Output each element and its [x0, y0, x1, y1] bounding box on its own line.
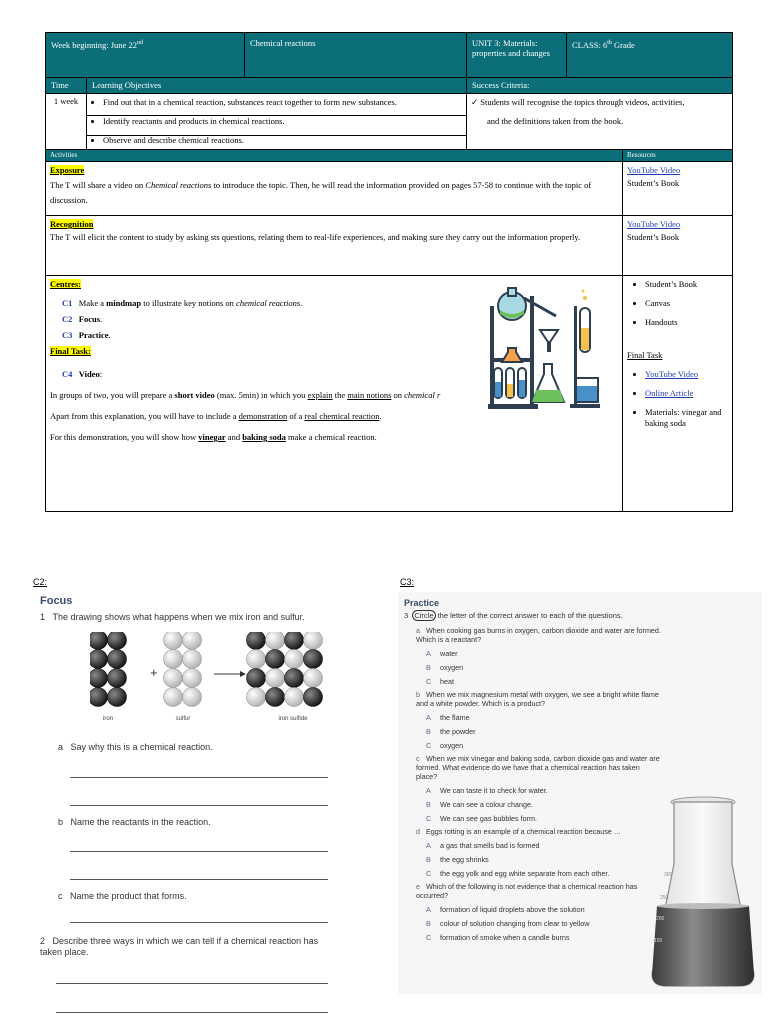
success-cell: [466, 94, 732, 149]
final-task-title: Final Task:: [50, 346, 91, 356]
lab-equipment-illustration: [486, 286, 606, 411]
recognition-cell: [46, 216, 622, 275]
centre-c3: C3 Practice.: [62, 330, 111, 340]
objectives-cell: [86, 94, 466, 149]
resource-students-book: • Student’s Book: [645, 279, 728, 290]
success-label: Success Criteria:: [466, 78, 732, 93]
objective-3: • Observe and describe chemical reactions.: [103, 135, 466, 146]
answer-option[interactable]: C heat: [426, 677, 454, 686]
answer-line[interactable]: [56, 1012, 328, 1013]
q1c-text: c Name the product that forms.: [58, 891, 187, 901]
iron-atom: [90, 650, 108, 669]
plus-sign: +: [150, 665, 158, 680]
final-task-paragraph-1: In groups of two, you will prepare a short video (max. 5min) in which you explain the main notions on chemical r: [50, 390, 441, 400]
topic-cell: [244, 33, 466, 77]
practice-title: Practice: [404, 598, 440, 608]
practice-panel: [398, 592, 762, 994]
answer-option[interactable]: C We can see gas bubbles form.: [426, 814, 537, 823]
answer-option[interactable]: B colour of solution changing from clear to yellow: [426, 919, 590, 928]
recognition-row: [46, 216, 732, 276]
week-cell: [46, 33, 244, 77]
answer-line[interactable]: [70, 777, 328, 778]
sulfur-atom: [304, 632, 323, 650]
sulfur-atom: [164, 650, 183, 669]
sulfur-label: sulfur: [175, 716, 191, 722]
practice-question: e Which of the following is not evidence that a chemical reaction has occurred?: [416, 882, 638, 900]
iron-atom: [108, 650, 127, 669]
iron-atom: [247, 669, 266, 688]
class-text: CLASS: 6: [572, 39, 608, 50]
week-text: Week beginning: June 22: [51, 39, 137, 50]
iron-atom: [90, 632, 108, 650]
unit-text: UNIT 3: Materials: properties and changes: [472, 38, 550, 58]
time-label: Time: [51, 80, 69, 90]
sulfur-atom: [266, 632, 285, 650]
answer-option[interactable]: C oxygen: [426, 741, 464, 750]
flask-mark-150: 150: [654, 938, 663, 944]
exposure-title: Exposure: [50, 165, 85, 175]
iron-atom: [108, 688, 127, 707]
answer-option[interactable]: A the flame: [426, 713, 470, 722]
answer-option[interactable]: A a gas that smells bad is formed: [426, 841, 540, 850]
class-sup: th: [607, 40, 612, 46]
flask-mark-250: 250: [660, 895, 669, 901]
youtube-video-link[interactable]: YouTube Video: [627, 165, 681, 175]
iron-sulfide-label: iron sulfide: [278, 716, 308, 722]
centre-c4: C4 Video:: [62, 369, 103, 379]
success-line-2: and the definitions taken from the book.: [487, 116, 624, 126]
iron-atom: [247, 632, 266, 650]
iron-atom: [108, 632, 127, 650]
youtube-video-link[interactable]: YouTube Video: [627, 219, 681, 229]
exposure-resources: [622, 162, 732, 215]
sulfur-atom: [164, 632, 183, 650]
resource-handouts: • Handouts: [645, 317, 728, 328]
focus-title: Focus: [40, 595, 73, 607]
practice-question: d Eggs rotting is an example of a chemical reaction because …: [416, 827, 621, 836]
c3-label: C3:: [400, 577, 415, 587]
answer-option[interactable]: C formation of smoke when a candle burns: [426, 933, 570, 942]
centres-resources: [622, 276, 732, 511]
objective-1: • Find out that in a chemical reaction, substances react together to form new substances.: [103, 97, 466, 108]
objectives-label: Learning Objectives: [86, 78, 466, 93]
final-task-paragraph-2: Apart from this explanation, you will have to include a demonstration of a real chemical reaction.: [50, 411, 382, 421]
answer-option[interactable]: A water: [426, 649, 458, 658]
answer-option[interactable]: B the powder: [426, 727, 476, 736]
success-line-1: Students will recognise the topics through videos, activities,: [480, 97, 685, 107]
iron-atom: [285, 669, 304, 688]
q2-text: 2 Describe three ways in which we can tell if a chemical reaction has taken place.: [40, 936, 319, 957]
q1-text: 1 The drawing shows what happens when we mix iron and sulfur.: [40, 612, 305, 622]
time-value-text: 1 week: [53, 96, 79, 106]
c2-label: C2:: [33, 577, 48, 587]
answer-option[interactable]: B oxygen: [426, 663, 464, 672]
answer-option[interactable]: C the egg yolk and egg white separate from each other.: [426, 869, 610, 878]
final-youtube-video-link[interactable]: YouTube Video: [645, 369, 699, 379]
final-task-resources-label: Final Task: [627, 350, 663, 360]
time-value: [46, 94, 86, 149]
iron-atoms: [90, 632, 127, 707]
students-book-resource: Student’s Book: [627, 232, 680, 242]
centres-row: [46, 276, 732, 511]
practice-question: b When we mix magnesium metal with oxygen, we see a bright white flame and a white powder. Which is a product?: [416, 690, 659, 708]
centres-cell: [46, 276, 622, 511]
practice-question: c When we mix vinegar and baking soda, carbon dioxide gas and water are formed. What evidence do we have that a chemical reaction has taken place?: [416, 754, 660, 781]
sulfur-atom: [247, 650, 266, 669]
topic-text: Chemical reactions: [250, 38, 316, 48]
centres-title: Centres:: [50, 279, 81, 289]
sulfur-atom: [285, 650, 304, 669]
unit-cell: [466, 33, 566, 77]
answer-line[interactable]: [70, 879, 328, 880]
plan-header-row: [46, 33, 732, 78]
circle-word: Circle: [414, 611, 434, 620]
sulfur-atom: [164, 688, 183, 707]
answer-option[interactable]: A formation of liquid droplets above the solution: [426, 905, 585, 914]
sulfur-atom: [164, 669, 183, 688]
iron-atom: [266, 650, 285, 669]
sulfur-atom: [183, 669, 202, 688]
answer-option[interactable]: B the egg shrinks: [426, 855, 489, 864]
activities-header-row: [46, 150, 732, 162]
answer-line[interactable]: [70, 805, 328, 806]
iron-atom: [266, 688, 285, 707]
exposure-text: The T will share a video on Chemical reactions to introduce the topic. Then, he will read the information provided on pages 57-58 to continue with the topic of discussion.: [50, 180, 592, 205]
sulfur-atoms: [164, 632, 202, 707]
sulfur-atom: [247, 688, 266, 707]
flask-mark-300: 300: [664, 872, 673, 878]
online-article-link[interactable]: Online Article: [645, 388, 694, 398]
recognition-resources: [622, 216, 732, 275]
practice-question: a When cooking gas burns in oxygen, carbon dioxide and water are formed. Which is a reactant?: [416, 626, 661, 644]
centre-c2: C2 Focus.: [62, 314, 103, 324]
iron-atom: [108, 669, 127, 688]
sulfur-atom: [285, 688, 304, 707]
iron-atom: [90, 669, 108, 688]
week-sup: nd: [136, 40, 143, 46]
objective-2: • Identify reactants and products in chemical reactions.: [103, 116, 466, 127]
arrow-head-icon: [240, 671, 246, 677]
final-task-paragraph-3: For this demonstration, you will show how vinegar and baking soda make a chemical reaction.: [50, 432, 377, 442]
resources-label: Resources: [622, 150, 732, 161]
exposure-cell: [46, 162, 622, 215]
centre-c1: C1 Make a mindmap to illustrate key notions on chemical reactions.: [62, 298, 303, 308]
answer-line[interactable]: [70, 922, 328, 923]
exposure-row: [46, 162, 732, 216]
iron-atom: [304, 650, 323, 669]
plan-labels-row: [46, 78, 732, 94]
q1a-text: a Say why this is a chemical reaction.: [58, 742, 213, 752]
class-cell: [566, 33, 732, 77]
students-book-resource: Student’s Book: [627, 178, 680, 188]
practice-questions: [416, 626, 661, 942]
lesson-plan-table: [45, 32, 733, 512]
answer-option[interactable]: B We can see a colour change.: [426, 800, 533, 809]
class-suffix: Grade: [611, 39, 635, 50]
answer-option[interactable]: A We can taste it to check for water.: [426, 786, 548, 795]
check-icon: ✓: [471, 97, 479, 107]
q1b-text: b Name the reactants in the reaction.: [58, 817, 211, 827]
sulfur-atom: [266, 669, 285, 688]
answer-line[interactable]: [70, 851, 328, 852]
recognition-title: Recognition: [50, 219, 94, 229]
objectives-row: [46, 94, 732, 150]
sulfur-atom: [183, 688, 202, 707]
flask-mark-200: 200: [656, 916, 665, 922]
sulfur-atom: [183, 632, 202, 650]
iron-sulfur-diagram: [90, 632, 340, 724]
erlenmeyer-flask-photo: [646, 794, 760, 992]
sulfur-atom: [304, 669, 323, 688]
resource-canvas: • Canvas: [645, 298, 728, 309]
iron-sulfide-atoms: [247, 632, 323, 707]
iron-atom: [90, 688, 108, 707]
iron-label: iron: [102, 716, 114, 722]
q3-text: 3 Circle the letter of the correct answer to each of the questions.: [404, 611, 623, 620]
recognition-text: The T will elicit the content to study by asking sts questions, relating them to real-life experiences, and making sure they carry out the information properly.: [50, 232, 581, 242]
answer-line[interactable]: [56, 983, 328, 984]
sulfur-atom: [183, 650, 202, 669]
iron-atom: [304, 688, 323, 707]
materials-resource: • Materials: vinegar and baking soda: [645, 407, 728, 429]
iron-atom: [285, 632, 304, 650]
activities-label: Activities: [50, 151, 78, 159]
